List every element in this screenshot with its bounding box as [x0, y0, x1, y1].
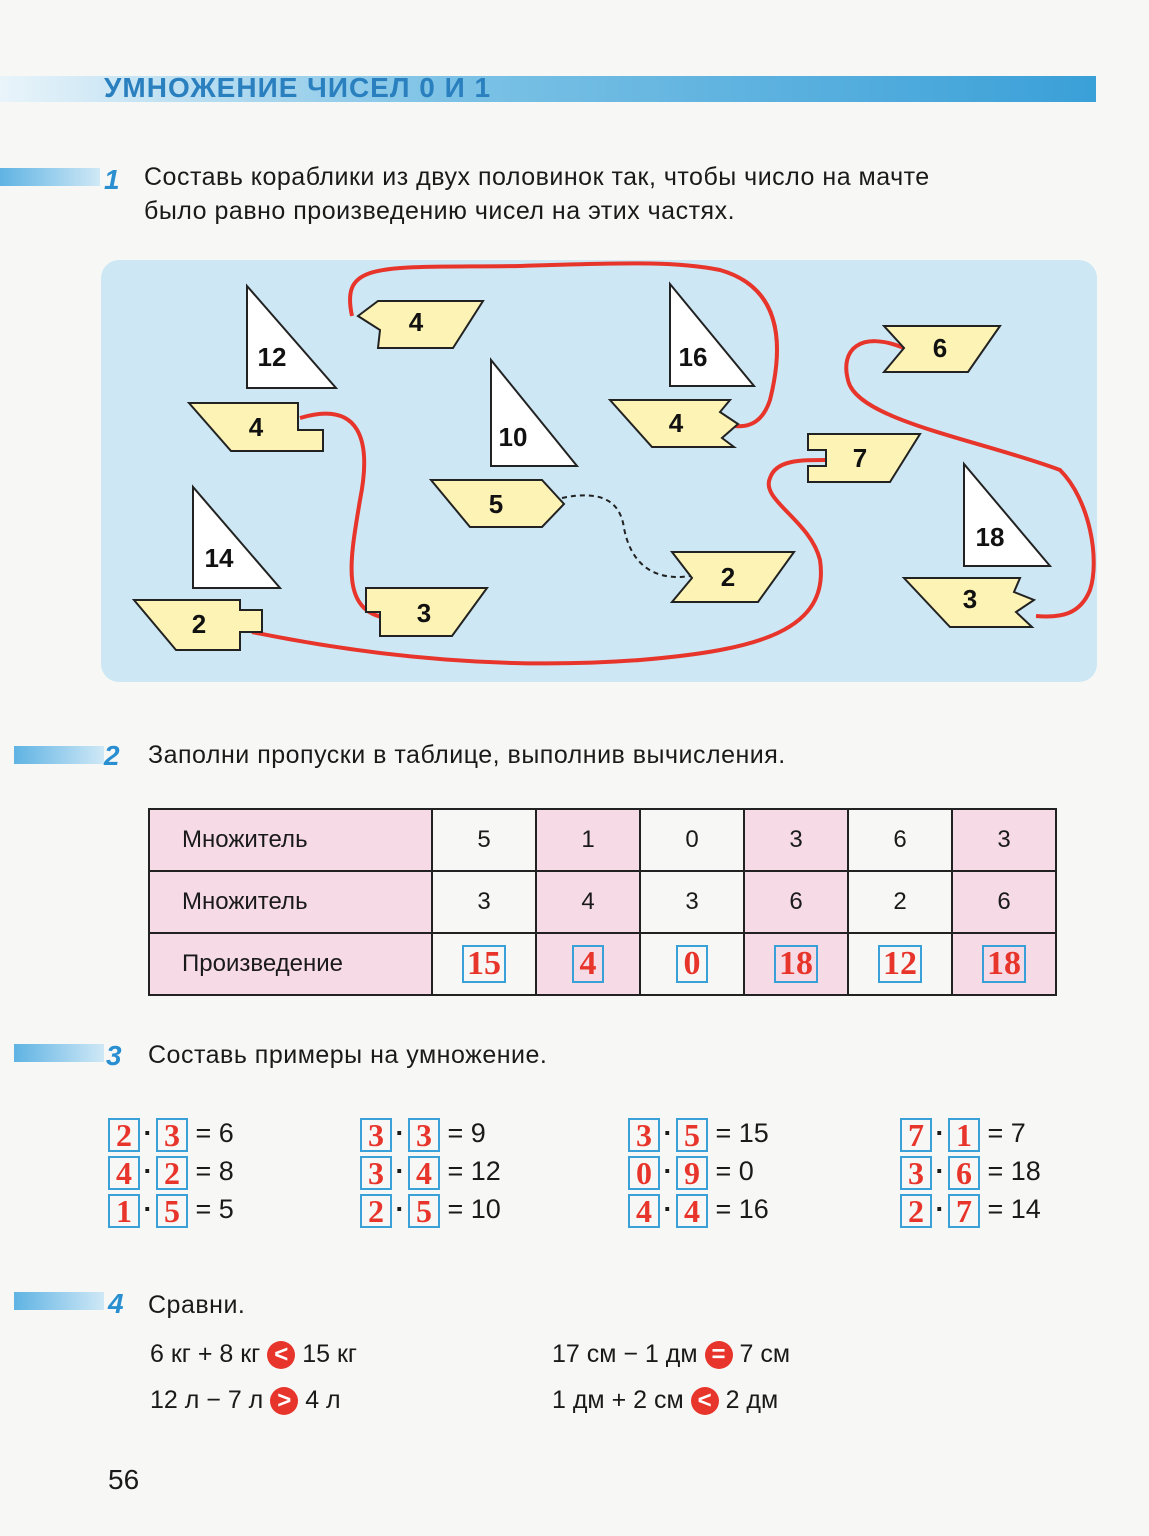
answer-box[interactable]: 3 [900, 1156, 932, 1190]
example-row: 7 · 1 = 7 [900, 1118, 1041, 1156]
product-cell [952, 933, 1056, 995]
task-stripe [14, 746, 104, 764]
example-result: 0 [738, 1156, 754, 1187]
hull-number: 5 [488, 489, 504, 519]
sail-number: 10 [498, 422, 528, 452]
comparison-left: 12 л − 7 л [150, 1386, 264, 1414]
piece-number: 2 [720, 562, 736, 592]
table-cell: 6 [848, 809, 952, 871]
row-label: Произведение [149, 933, 432, 995]
answer-box[interactable]: 6 [948, 1156, 980, 1190]
comparison [552, 1386, 778, 1415]
piece-number: 3 [416, 598, 432, 628]
sail-number: 14 [204, 543, 234, 573]
answer-box[interactable]: 4 [628, 1194, 660, 1228]
example-row: 3 · 3 = 9 [360, 1118, 501, 1156]
example-result: 18 [1010, 1156, 1041, 1187]
comparison-left: 6 кг + 8 кг [150, 1340, 261, 1368]
piece-number: 6 [932, 333, 948, 363]
product-cell [432, 933, 536, 995]
table-cell: 3 [744, 809, 848, 871]
task4-number: 4 [108, 1288, 124, 1319]
answer-box[interactable]: 5 [676, 1118, 708, 1152]
example-result: 7 [1010, 1118, 1026, 1149]
comparison-sign[interactable]: < [691, 1387, 719, 1415]
answer-box[interactable]: 3 [156, 1118, 188, 1152]
answer-box[interactable]: 2 [156, 1156, 188, 1190]
sail-number: 16 [678, 342, 708, 372]
task2-text: Заполни пропуски в таблице, выполнив вычисления. [148, 741, 786, 769]
piece-number: 7 [852, 443, 868, 473]
comparison [150, 1340, 357, 1369]
comparison-left: 17 см − 1 дм [552, 1340, 698, 1368]
table-row [149, 809, 1056, 871]
comparison-sign[interactable]: > [270, 1387, 298, 1415]
answer-box[interactable]: 3 [360, 1118, 392, 1152]
answer-box[interactable]: 18 [982, 945, 1026, 983]
answer-box[interactable]: 15 [462, 945, 506, 983]
example-result: 15 [738, 1118, 769, 1149]
example-row: 3 · 4 = 12 [360, 1156, 501, 1194]
comparison [150, 1386, 341, 1415]
sail [247, 286, 336, 388]
example-row: 0 · 9 = 0 [628, 1156, 769, 1194]
task-stripe [14, 1292, 104, 1310]
boats-diagram [0, 0, 1149, 700]
page-heading: УМНОЖЕНИЕ ЧИСЕЛ 0 И 1 [104, 72, 492, 103]
comparison-sign[interactable]: < [267, 1341, 295, 1369]
connection-line-dashed [562, 495, 690, 577]
example-row: 3 · 6 = 18 [900, 1156, 1041, 1194]
task1-text-line1: Составь кораблики из двух половинок так, чтобы число на мачте [144, 163, 930, 191]
answer-box[interactable]: 9 [676, 1156, 708, 1190]
table-cell: 5 [432, 809, 536, 871]
hull-number: 4 [248, 412, 264, 442]
answer-box[interactable]: 1 [108, 1194, 140, 1228]
example-result: 5 [218, 1194, 234, 1225]
sail-number: 18 [975, 522, 1005, 552]
table-row [149, 933, 1056, 995]
product-cell [640, 933, 744, 995]
examples-column [360, 1118, 501, 1232]
answer-box[interactable]: 4 [408, 1156, 440, 1190]
answer-box[interactable]: 4 [572, 945, 604, 983]
answer-box[interactable]: 2 [108, 1118, 140, 1152]
piece-number: 4 [408, 307, 424, 337]
answer-box[interactable]: 7 [948, 1194, 980, 1228]
table-cell: 6 [744, 871, 848, 933]
comparison-right: 7 см [739, 1340, 791, 1368]
table-row [149, 871, 1056, 933]
task1-text-line2: было равно произведению чисел на этих частях. [144, 197, 736, 225]
comparison [552, 1340, 790, 1369]
sail-number: 12 [257, 342, 287, 372]
answer-box[interactable]: 7 [900, 1118, 932, 1152]
answer-box[interactable]: 5 [408, 1194, 440, 1228]
answer-box[interactable]: 3 [628, 1118, 660, 1152]
answer-box[interactable]: 0 [628, 1156, 660, 1190]
answer-box[interactable]: 18 [774, 945, 818, 983]
comparison-right: 15 кг [302, 1340, 358, 1368]
table-cell: 3 [952, 809, 1056, 871]
table-cell: 6 [952, 871, 1056, 933]
example-result: 10 [470, 1194, 501, 1225]
answer-box[interactable]: 2 [900, 1194, 932, 1228]
comparison-right: 2 дм [725, 1386, 779, 1414]
example-row: 1 · 5 = 5 [108, 1194, 234, 1232]
example-result: 8 [218, 1156, 234, 1187]
product-cell [848, 933, 952, 995]
table-cell: 1 [536, 809, 640, 871]
example-result: 9 [470, 1118, 486, 1149]
comparison-left: 1 дм + 2 см [552, 1386, 684, 1414]
table-cell: 3 [640, 871, 744, 933]
answer-box[interactable]: 2 [360, 1194, 392, 1228]
example-row: 4 · 4 = 16 [628, 1194, 769, 1232]
example-row: 2 · 7 = 14 [900, 1194, 1041, 1232]
example-row: 3 · 5 = 15 [628, 1118, 769, 1156]
hull-number: 2 [191, 609, 207, 639]
table-cell: 3 [432, 871, 536, 933]
task3-text: Составь примеры на умножение. [148, 1041, 548, 1069]
task-stripe [14, 1044, 104, 1062]
table-cell: 0 [640, 809, 744, 871]
answer-box[interactable]: 4 [676, 1194, 708, 1228]
example-row: 2 · 5 = 10 [360, 1194, 501, 1232]
answer-box[interactable]: 1 [948, 1118, 980, 1152]
answer-box[interactable]: 12 [878, 945, 922, 983]
hull-number: 4 [668, 408, 684, 438]
answer-box[interactable]: 0 [676, 945, 708, 983]
examples-column [108, 1118, 234, 1232]
example-row: 4 · 2 = 8 [108, 1156, 234, 1194]
page-number: 56 [108, 1464, 140, 1495]
example-row: 2 · 3 = 6 [108, 1118, 234, 1156]
row-label: Множитель [149, 809, 432, 871]
example-result: 6 [218, 1118, 234, 1149]
product-cell [744, 933, 848, 995]
example-result: 12 [470, 1156, 501, 1187]
examples-column [628, 1118, 769, 1232]
task3-number: 3 [106, 1040, 122, 1071]
example-result: 16 [738, 1194, 769, 1225]
answer-box[interactable]: 5 [156, 1194, 188, 1228]
examples-column [900, 1118, 1041, 1232]
task1-number: 1 [104, 164, 120, 195]
comparison-right: 4 л [305, 1386, 341, 1414]
table-cell: 4 [536, 871, 640, 933]
hull-number: 3 [962, 584, 978, 614]
task2-number: 2 [104, 740, 120, 771]
row-label: Множитель [149, 871, 432, 933]
answer-box[interactable]: 3 [360, 1156, 392, 1190]
answer-box[interactable]: 3 [408, 1118, 440, 1152]
task4-text: Сравни. [148, 1291, 246, 1319]
answer-box[interactable]: 4 [108, 1156, 140, 1190]
comparison-sign[interactable]: = [705, 1341, 733, 1369]
product-cell [536, 933, 640, 995]
example-result: 14 [1010, 1194, 1041, 1225]
table-cell: 2 [848, 871, 952, 933]
multiplication-table [148, 808, 1057, 996]
